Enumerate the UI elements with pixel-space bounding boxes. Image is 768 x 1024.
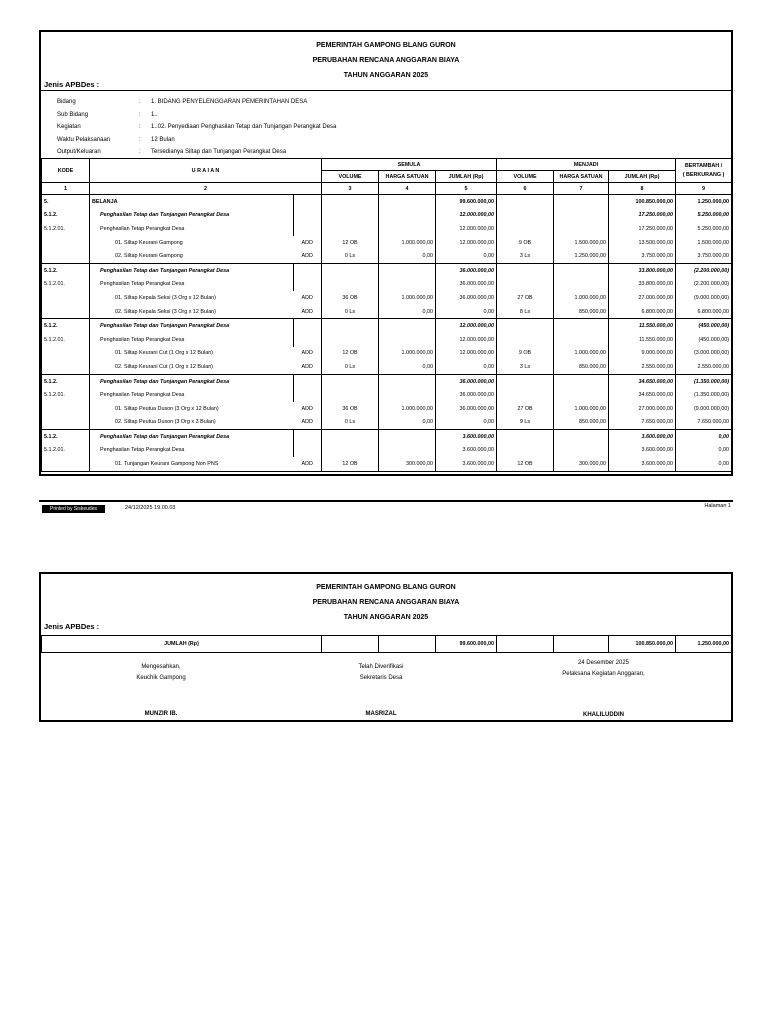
table-row [42,222,732,236]
keuchik-role-1: Mengesahkan, [141,664,181,670]
cell-uraian: 01. Tunjangan Keurani Gampong Non PNS [90,457,294,471]
cell-sat: ADD [294,402,322,416]
total-cell-empty [379,636,436,653]
cell-sat: ADD [294,249,322,263]
info-value: 12 Bulan [151,136,175,143]
table-row [42,444,732,458]
cell-vol1: 12 OB [322,347,379,361]
cell-harga2 [554,278,609,292]
cell-delta: 5.250.000,00 [676,222,732,236]
cell-vol1: 36 OB [322,402,379,416]
cell-jml2: 2.550.000,00 [609,360,676,374]
cell-jml1: 12.000.000,00 [436,333,497,347]
col-bertambah-line2: ( BERKURANG ) [682,171,725,178]
col-num-7: 7 [554,183,609,195]
cell-harga1: 0,00 [379,360,436,374]
cell-delta: (1.350.000,00) [676,388,732,402]
cell-jml1: 36.000.000,00 [436,278,497,292]
cell-vol2 [497,263,554,277]
signature-pelaksana [541,660,666,718]
col-jumlah-1: JUMLAH (Rp) [436,171,497,183]
cell-jml1: 12.000.000,00 [436,347,497,361]
cell-vol2: 27 OB [497,291,554,305]
cell-kode [42,360,90,374]
cell-harga1 [379,278,436,292]
cell-harga1 [379,222,436,236]
cell-vol1 [322,278,379,292]
cell-vol2 [497,333,554,347]
pelaksana-role: Pelaksana Kegiatan Anggaran, [562,671,645,677]
cell-jml2: 17.250.000,00 [609,209,676,223]
cell-harga2: 1.000.000,00 [554,347,609,361]
cell-harga2 [554,195,609,209]
page-number: Halaman 1 [704,503,731,509]
activity-info [41,90,731,157]
cell-delta: 7.650.000,00 [676,416,732,430]
cell-jml1: 36.000.000,00 [436,374,497,388]
cell-sat: ADD [294,347,322,361]
cell-harga1: 0,00 [379,416,436,430]
header-line-1: PEMERINTAH GAMPONG BLANG GURON [316,42,456,49]
col-num-2: 2 [90,183,322,195]
cell-uraian: 01. Siltap Kepala Seksi (3 Org x 12 Bulan) [90,291,294,305]
cell-jml2: 100.850.000,00 [609,195,676,209]
info-colon: : [139,136,141,143]
cell-vol2 [497,374,554,388]
cell-jml2: 11.550.000,00 [609,319,676,333]
cell-harga1: 1.000.000,00 [379,236,436,250]
cell-harga2: 1.000.000,00 [554,291,609,305]
cell-harga1 [379,374,436,388]
table-row [42,416,732,430]
cell-kode [42,347,90,361]
cell-jml1: 12.000.000,00 [436,319,497,333]
sekretaris-role-1: Telah Diverifikasi [358,664,404,670]
cell-vol2: 8 Ls [497,305,554,319]
cell-sat [294,263,322,277]
cell-jml1: 12.000.000,00 [436,209,497,223]
cell-jml1: 36.000.000,00 [436,291,497,305]
cell-harga1: 1.000.000,00 [379,402,436,416]
cell-jml1: 99.600.000,00 [436,195,497,209]
table-row [42,319,732,333]
cell-kode [42,305,90,319]
cell-kode [42,402,90,416]
rab-page-2 [39,572,733,722]
cell-vol1: 12 OB [322,457,379,471]
cell-uraian: Penghasilan Tetap dan Tunjangan Perangkat Desa [90,430,294,444]
cell-jml2: 3.600.000,00 [609,444,676,458]
cell-vol1 [322,388,379,402]
cell-harga2: 850.000,00 [554,416,609,430]
cell-kode [42,416,90,430]
info-value: Tersedianya Siltap dan Tunjangan Perangkat Desa [151,149,287,155]
cell-vol1 [322,222,379,236]
cell-vol2 [497,209,554,223]
cell-harga2 [554,430,609,444]
header-line-2: PERUBAHAN RENCANA ANGGARAN BIAYA [312,57,460,64]
table-row [42,360,732,374]
cell-jml2: 3.600.000,00 [609,430,676,444]
table-row [42,333,732,347]
cell-harga2: 1.500.000,00 [554,236,609,250]
table-row [42,195,732,209]
col-harga-2: HARGA SATUAN [554,171,609,183]
cell-sat [294,222,322,236]
cell-vol1 [322,374,379,388]
cell-delta: (9.000.000,00) [676,402,732,416]
cell-vol1 [322,430,379,444]
cell-sat [294,333,322,347]
col-num-5: 5 [436,183,497,195]
col-jumlah-2: JUMLAH (Rp) [609,171,676,183]
cell-vol2: 12 OB [497,457,554,471]
cell-kode: 5.1.2. [42,430,90,444]
cell-harga1 [379,319,436,333]
cell-kode: 5.1.2.01. [42,388,90,402]
cell-delta: (2.200.000,00) [676,278,732,292]
total-cell-empty [322,636,379,653]
table-row [42,263,732,277]
cell-vol1: 0 Ls [322,416,379,430]
col-uraian: U R A I A N [90,159,322,183]
cell-vol1 [322,444,379,458]
cell-vol1 [322,319,379,333]
cell-jml1: 12.000.000,00 [436,236,497,250]
table-row [42,278,732,292]
table-row [42,347,732,361]
cell-sat: ADD [294,236,322,250]
cell-uraian: Penghasilan Tetap dan Tunjangan Perangkat Desa [90,209,294,223]
cell-jml1: 36.000.000,00 [436,263,497,277]
cell-uraian: 01. Siltap Keurani Cut (1 Org x 12 Bulan) [90,347,294,361]
cell-vol2 [497,319,554,333]
cell-uraian: Penghasilan Tetap Perangkat Desa [90,388,294,402]
col-num-3: 3 [322,183,379,195]
total-bertambah: 1.250.000,00 [676,636,732,653]
cell-uraian: Penghasilan Tetap dan Tunjangan Perangkat Desa [90,319,294,333]
cell-kode: 5.1.2. [42,263,90,277]
cell-harga2: 1.250.000,00 [554,249,609,263]
cell-jml2: 17.250.000,00 [609,222,676,236]
cell-delta: (450.000,00) [676,333,732,347]
table-row [42,209,732,223]
cell-uraian: Penghasilan Tetap Perangkat Desa [90,333,294,347]
cell-jml1: 12.000.000,00 [436,222,497,236]
col-num-6: 6 [497,183,554,195]
cell-kode [42,249,90,263]
info-label: Waktu Pelaksanaan [57,136,111,143]
cell-vol2 [497,222,554,236]
cell-harga1 [379,430,436,444]
cell-delta: 1.250.000,00 [676,195,732,209]
cell-uraian: 01. Siltap Peutua Duson (3 Org x 12 Bulan) [90,402,294,416]
cell-jml2: 27.000.000,00 [609,402,676,416]
info-value: 1..02. Penyediaan Penghasilan Tetap dan Tunjangan Perangkat Desa [151,124,337,130]
cell-sat: ADD [294,416,322,430]
cell-vol2 [497,195,554,209]
cell-harga2 [554,374,609,388]
info-label: Kegiatan [57,124,81,130]
print-date: 24/12/2025 19.00.03 [125,505,176,511]
info-colon: : [139,149,141,155]
cell-harga1: 0,00 [379,305,436,319]
cell-delta: 0,00 [676,430,732,444]
table-row [42,305,732,319]
cell-harga1: 300.000,00 [379,457,436,471]
cell-jml1: 36.000.000,00 [436,402,497,416]
col-volume-1: VOLUME [322,171,379,183]
cell-harga1 [379,388,436,402]
col-bertambah-line1: BERTAMBAH / [684,162,723,169]
total-cell-empty [554,636,609,653]
table-row [42,374,732,388]
cell-vol1 [322,209,379,223]
cell-delta: 0,00 [676,444,732,458]
table-row [42,402,732,416]
sign-date: 24 Desember 2025 [577,660,630,666]
cell-harga2: 300.000,00 [554,457,609,471]
info-colon: : [139,111,141,118]
cell-jml2: 11.550.000,00 [609,333,676,347]
cell-harga1 [379,444,436,458]
total-jumlah-semula: 99.600.000,00 [436,636,497,653]
cell-jml2: 27.000.000,00 [609,291,676,305]
cell-delta: (9.000.000,00) [676,291,732,305]
col-menjadi: MENJADI [497,159,676,171]
cell-jml1: 3.600.000,00 [436,457,497,471]
cell-harga2 [554,333,609,347]
cell-uraian: Penghasilan Tetap Perangkat Desa [90,222,294,236]
info-label: Sub Bidang [57,111,89,118]
col-volume-2: VOLUME [497,171,554,183]
info-colon: : [139,124,141,130]
cell-harga2 [554,222,609,236]
cell-uraian: Penghasilan Tetap dan Tunjangan Perangkat Desa [90,263,294,277]
cell-jml2: 3.750.000,00 [609,249,676,263]
cell-delta: (450.000,00) [676,319,732,333]
cell-delta: 2.550.000,00 [676,360,732,374]
jenis-apbdes-label: Jenis APBDes : [44,80,100,89]
total-cell-empty [497,636,554,653]
cell-harga2 [554,444,609,458]
cell-vol2 [497,444,554,458]
cell-uraian: BELANJA [90,195,294,209]
cell-kode: 5.1.2. [42,319,90,333]
cell-harga1 [379,209,436,223]
budget-table [41,158,732,472]
cell-vol2: 9 OB [497,347,554,361]
sekretaris-name: MASRIZAL [365,711,397,717]
info-label: Output/Keluaran [57,149,101,155]
cell-harga1: 0,00 [379,249,436,263]
cell-harga2 [554,263,609,277]
document-header-2 [41,580,731,625]
cell-kode: 5.1.2.01. [42,444,90,458]
cell-jml1: 0,00 [436,305,497,319]
header-line-3: TAHUN ANGGARAN 2025 [343,72,429,79]
cell-delta: (3.000.000,00) [676,347,732,361]
document-header [41,38,731,83]
cell-delta: (2.200.000,00) [676,263,732,277]
pelaksana-name: KHALILUDDIN [583,712,624,718]
cell-vol1: 0 Ls [322,305,379,319]
cell-harga2 [554,209,609,223]
cell-kode: 5.1.2.01. [42,333,90,347]
signature-sekretaris [321,664,441,717]
cell-sat [294,278,322,292]
cell-sat: ADD [294,305,322,319]
cell-sat: ADD [294,360,322,374]
cell-delta: (1.350.000,00) [676,374,732,388]
cell-jml2: 6.800.000,00 [609,305,676,319]
col-num-8: 8 [609,183,676,195]
keuchik-role-2: Keuchik Gampong [136,675,186,681]
cell-jml1: 3.600.000,00 [436,430,497,444]
cell-vol2: 27 OB [497,402,554,416]
cell-vol2: 9 Ls [497,416,554,430]
table-row [42,388,732,402]
keuchik-name: MUNZIR IB. [144,711,178,717]
cell-jml1: 0,00 [436,249,497,263]
info-label: Bidang [57,99,76,105]
cell-harga1: 1.000.000,00 [379,347,436,361]
cell-vol2 [497,388,554,402]
cell-vol1 [322,195,379,209]
cell-harga2 [554,319,609,333]
cell-delta: 1.500.000,00 [676,236,732,250]
cell-delta: 3.750.000,00 [676,249,732,263]
cell-sat [294,319,322,333]
cell-kode: 5.1.2. [42,374,90,388]
header-line-2: PERUBAHAN RENCANA ANGGARAN BIAYA [312,599,460,606]
cell-harga1 [379,195,436,209]
cell-uraian: Penghasilan Tetap Perangkat Desa [90,444,294,458]
cell-sat [294,374,322,388]
col-num-9: 9 [676,183,732,195]
table-row [42,457,732,471]
cell-vol2: 3 Ls [497,249,554,263]
header-line-1: PEMERINTAH GAMPONG BLANG GURON [316,584,456,591]
cell-vol2: 3 Ls [497,360,554,374]
cell-kode [42,457,90,471]
cell-jml2: 9.000.000,00 [609,347,676,361]
total-label: JUMLAH (Rp) [42,636,322,653]
cell-sat [294,430,322,444]
cell-delta: 0,00 [676,457,732,471]
cell-harga2: 850.000,00 [554,305,609,319]
cell-sat [294,195,322,209]
cell-sat: ADD [294,457,322,471]
table-row [42,236,732,250]
cell-jml1: 36.000.000,00 [436,388,497,402]
col-semula: SEMULA [322,159,497,171]
cell-kode [42,291,90,305]
cell-kode [42,236,90,250]
info-colon: : [139,99,141,105]
col-num-4: 4 [379,183,436,195]
cell-harga1 [379,333,436,347]
total-jumlah-menjadi: 100.850.000,00 [609,636,676,653]
cell-vol2 [497,278,554,292]
header-line-3: TAHUN ANGGARAN 2025 [343,614,429,621]
cell-delta: 6.800.000,00 [676,305,732,319]
cell-jml2: 34.650.000,00 [609,374,676,388]
cell-vol1: 0 Ls [322,360,379,374]
col-num-1: 1 [42,183,90,195]
cell-harga2: 1.000.000,00 [554,402,609,416]
signature-keuchik [101,664,221,717]
cell-jml2: 34.650.000,00 [609,388,676,402]
cell-kode: 5.1.2.01. [42,278,90,292]
cell-jml2: 13.500.000,00 [609,236,676,250]
cell-jml1: 0,00 [436,360,497,374]
jenis-apbdes-label: Jenis APBDes : [44,622,100,631]
cell-uraian: 02. Siltap Keurani Gampong [90,249,294,263]
total-table [41,635,732,653]
cell-uraian: 02. Siltap Peutua Duson (3 Org x 3 Bulan) [90,416,294,430]
col-kode: KODE [42,159,90,183]
sekretaris-role-2: Sekretaris Desa [359,675,403,681]
col-harga-1: HARGA SATUAN [379,171,436,183]
table-row [42,249,732,263]
cell-uraian: 01. Siltap Keurani Gampong [90,236,294,250]
cell-sat [294,209,322,223]
cell-harga1 [379,263,436,277]
cell-jml2: 7.650.000,00 [609,416,676,430]
cell-uraian: 02. Siltap Keurani Cut (1 Org x 12 Bulan) [90,360,294,374]
page-footer [39,500,733,514]
cell-jml1: 0,00 [436,416,497,430]
cell-harga1: 1.000.000,00 [379,291,436,305]
cell-vol1 [322,263,379,277]
cell-jml1: 3.600.000,00 [436,444,497,458]
cell-vol1: 36 OB [322,291,379,305]
rab-page-1 [39,30,733,476]
cell-kode: 5.1.2. [42,209,90,223]
cell-harga2 [554,388,609,402]
col-bertambah [676,159,732,183]
cell-kode: 5. [42,195,90,209]
table-row [42,291,732,305]
cell-sat [294,388,322,402]
cell-sat: ADD [294,291,322,305]
cell-uraian: 02. Siltap Kepala Seksi (3 Org x 12 Bulan) [90,305,294,319]
cell-sat [294,444,322,458]
cell-vol1: 12 OB [322,236,379,250]
cell-vol1 [322,333,379,347]
cell-vol2 [497,430,554,444]
cell-jml2: 3.600.000,00 [609,457,676,471]
cell-delta: 5.250.000,00 [676,209,732,223]
cell-uraian: Penghasilan Tetap Perangkat Desa [90,278,294,292]
cell-uraian: Penghasilan Tetap dan Tunjangan Perangkat Desa [90,374,294,388]
cell-jml2: 33.800.000,00 [609,278,676,292]
cell-vol1: 0 Ls [322,249,379,263]
table-row [42,430,732,444]
cell-kode: 5.1.2.01. [42,222,90,236]
info-value: 1. BIDANG PENYELENGGARAN PEMERINTAHAN DESA [151,99,308,105]
cell-jml2: 33.800.000,00 [609,263,676,277]
info-value: 1.. [151,111,158,118]
cell-vol2: 9 OB [497,236,554,250]
printed-by-label: Printed by Siskeudes [42,505,105,513]
cell-harga2: 850.000,00 [554,360,609,374]
